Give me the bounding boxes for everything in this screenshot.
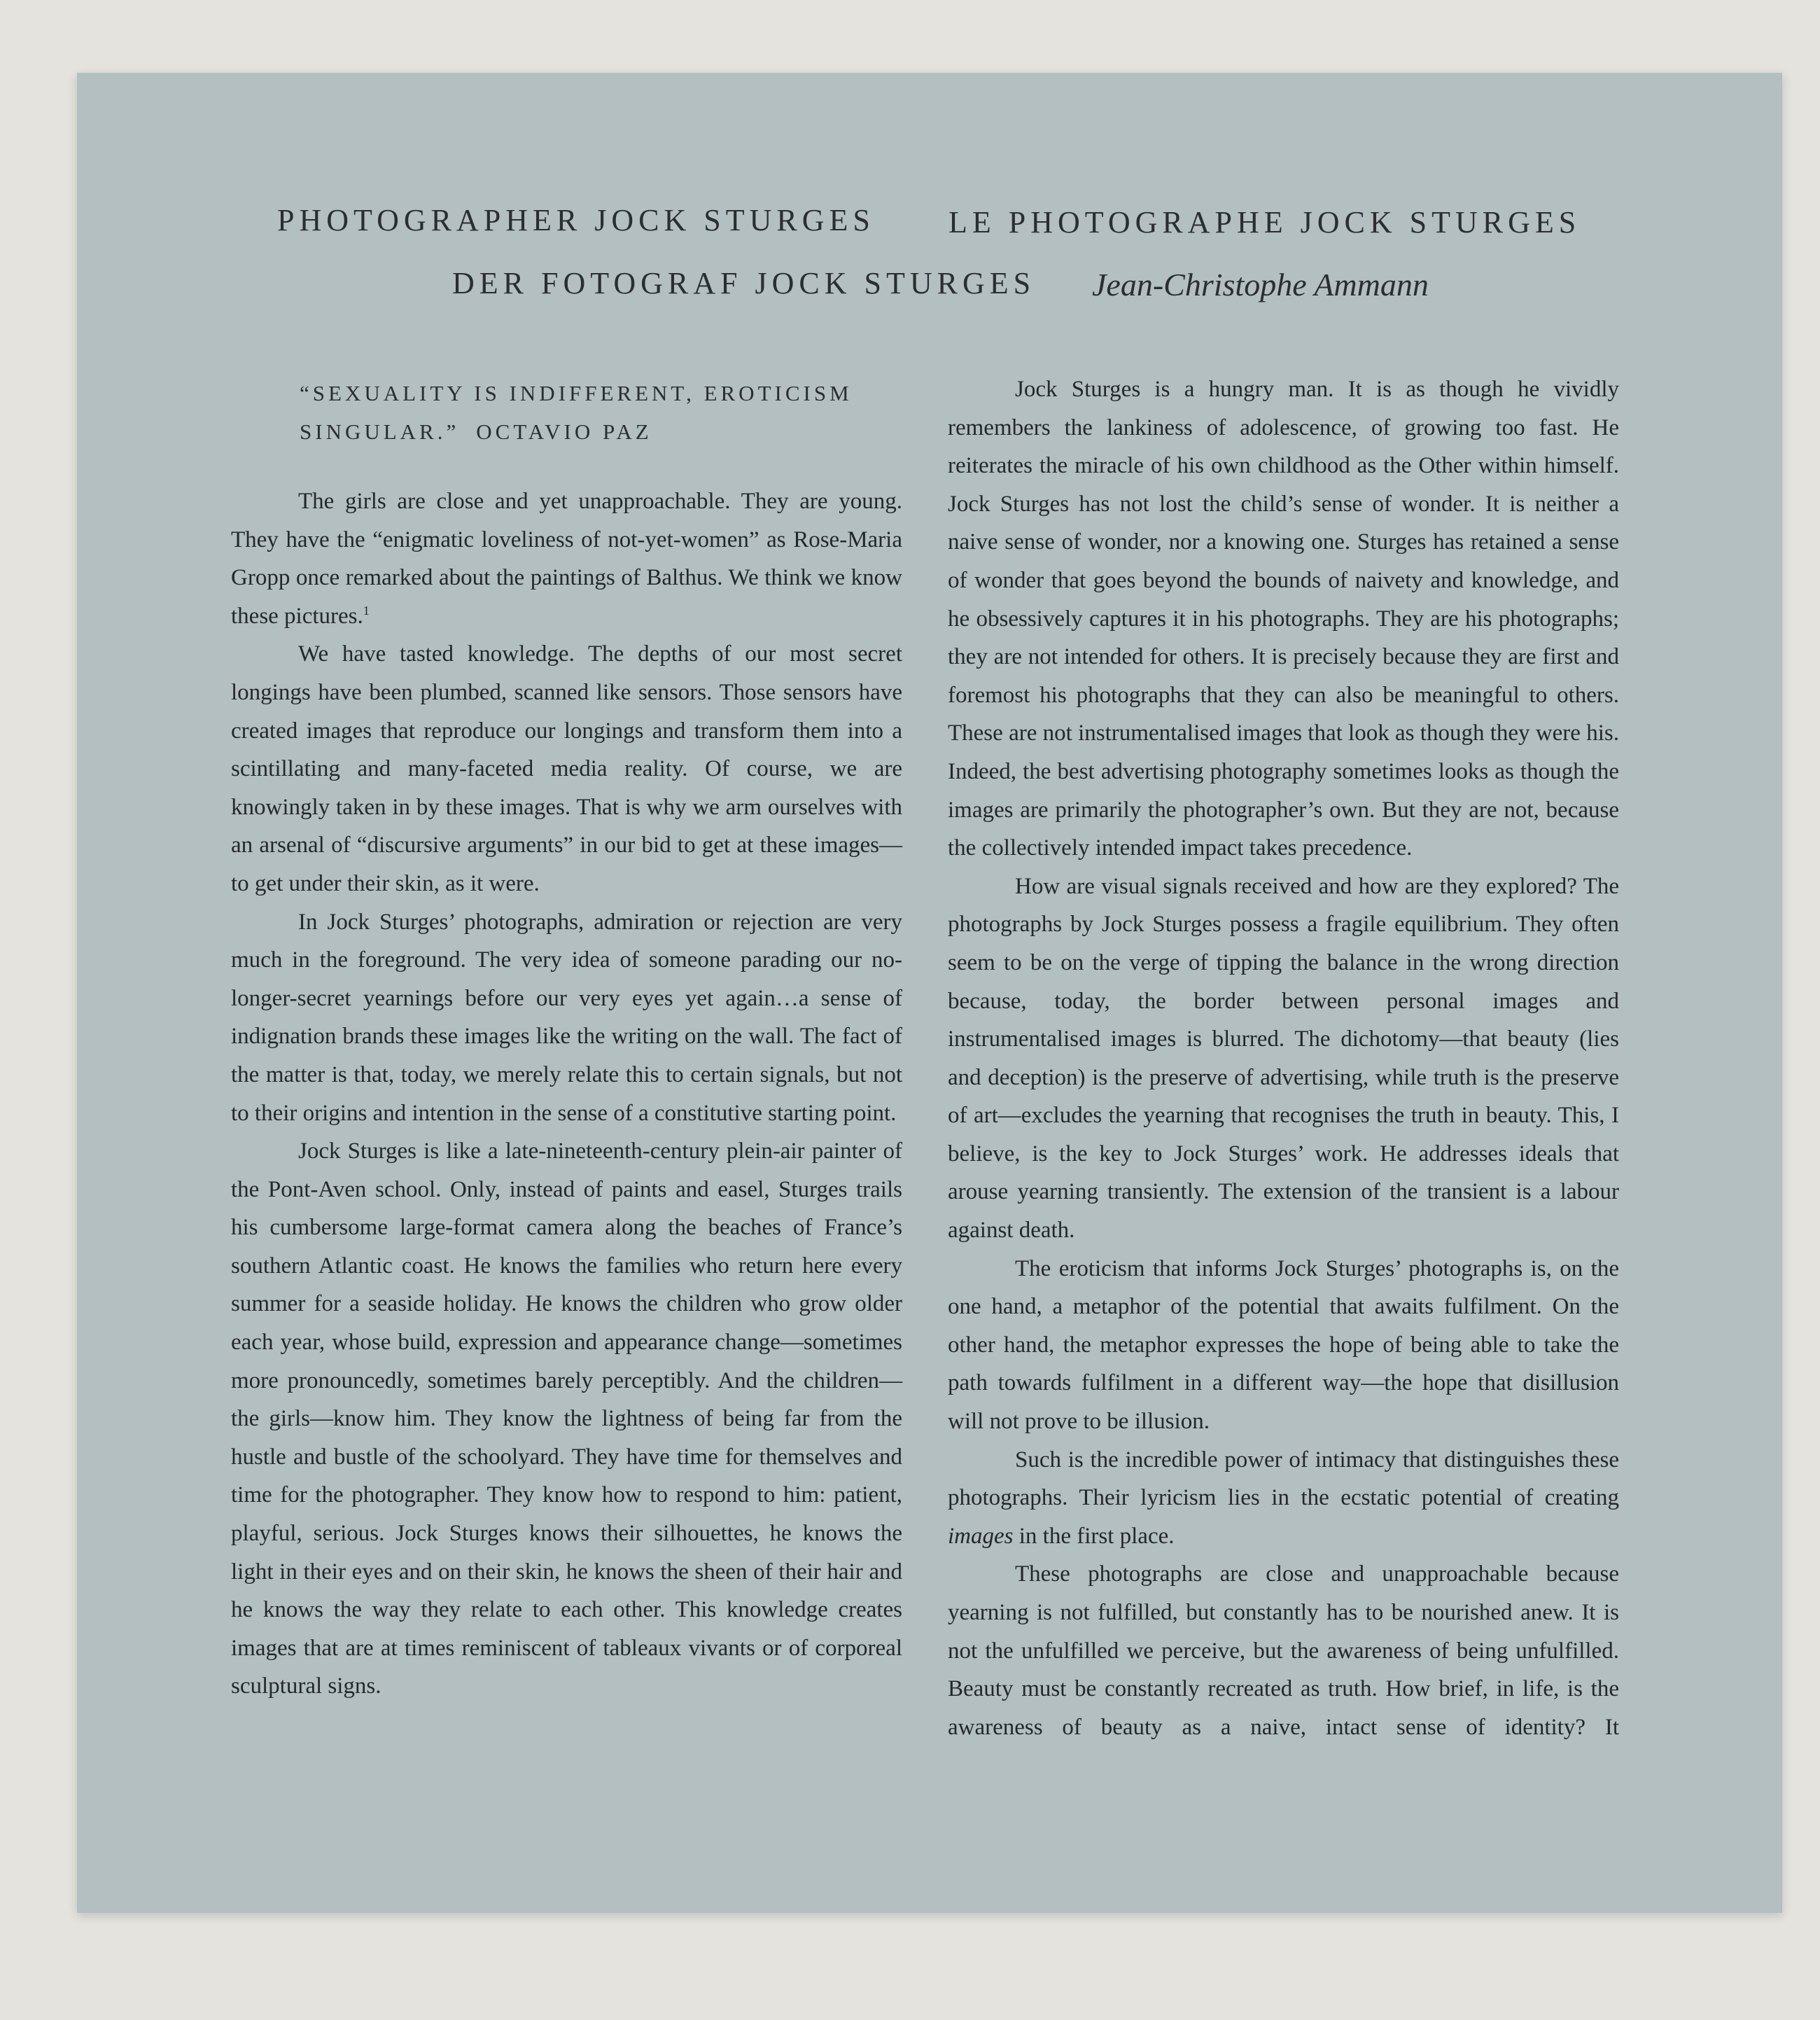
- paragraph: Jock Sturges is like a late-nineteenth-century plein-air painter of the Pont-Aven school. Only, instead of paints and easel, Sturges trails his cumbersome large-format camera along the beaches of France’s southern Atlantic coast. He knows the families who return here every summer for a seaside holiday. He knows the children who grow older each year, whose build, expression and appearance change—sometimes more pronouncedly, sometimes barely perceptibly. And the children—the girls—know him. They know the lightness of being far from the hustle and bustle of the schoolyard. They have time for themselves and time for the photographer. They know how to respond to him: patient, playful, serious. Jock Sturges knows their silhouettes, he knows the light in their eyes and on their skin, he knows the sheen of their hair and he knows the way they relate to each other. This knowledge creates images that are at times reminiscent of tableaux vivants or of corporeal sculptural signs.: [231, 1138, 902, 1699]
- title-german: DER FOTOGRAF JOCK STURGES: [452, 266, 1036, 300]
- paragraph: The eroticism that informs Jock Sturges’ photographs is, on the one hand, a metaphor of the potential that awaits fulfilment. On the other hand, the metaphor expresses the hope of being able to take the path towards fulfilment in a different way—the hope that disillusion will not prove to be illusion.: [948, 1255, 1619, 1435]
- paragraph: In Jock Sturges’ photographs, admiration or rejection are very much in the foreground. The very idea of someone parading our no-longer-secret yearnings before our very eyes yet again…a sense of indignation brands these images like the writing on the wall. The fact of the matter is that, today, we merely relate this to certain signals, but not to their origins and intention in the sense of a constitutive starting point.: [231, 909, 902, 1126]
- paragraph: How are visual signals received and how are they explored? The photographs by Jock Sturges possess a fragile equilibrium. They often seem to be on the verge of tipping the balance in the wrong direction because, today, the border between personal images and instrumentalised images is blurred. The dichotomy—that beauty (lies and deception) is the preserve of advertising, while truth is the preserve of art—excludes the yearning that recognises the truth in beauty. This, I believe, is the key to Jock Sturges’ work. He addresses ideals that arouse yearning transiently. The extension of the transient is a labour against death.: [948, 873, 1619, 1244]
- author-name: Jean-Christophe Ammann: [1092, 267, 1429, 302]
- paragraph: Jock Sturges is a hungry man. It is as though he vividly remembers the lankiness of adolescence, of growing too fast. He reiterates the miracle of his own childhood as the Other within himself. Jock Sturges has not lost the child’s sense of wonder. It is neither a naive sense of wonder, nor a knowing one. Sturges has retained a sense of wonder that goes beyond the bounds of naivety and knowledge, and he obsessively captures it in his photographs. They are his photographs; they are not intended for others. It is precisely because they are first and foremost his photographs that they can also be meaningful to others. These are not instrumentalised images that look as though they were his. Indeed, the best advertising photography sometimes looks as though the images are primarily the photographer’s own. But they are not, because the collectively intended impact takes precedence.: [948, 377, 1619, 861]
- footnote-marker: 1: [363, 603, 370, 618]
- epigraph-attribution: OCTAVIO PAZ: [476, 419, 652, 444]
- epigraph: [300, 374, 916, 451]
- emphasis-images: images: [948, 1523, 1014, 1549]
- brochure-page: [77, 73, 1782, 1913]
- title-english: PHOTOGRAPHER JOCK STURGES: [277, 203, 875, 237]
- paragraph: Such is the incredible power of intimacy that distinguishes these photographs. Their lyricism lies in the ecstatic potential of creating images in the first place.: [948, 1447, 1619, 1549]
- right-column: [948, 370, 1619, 1746]
- left-column: [231, 482, 902, 1706]
- paragraph: These photographs are close and unapproachable because yearning is not fulfilled, but constantly has to be nourished anew. It is not the unfulfilled we perceive, but the awareness of being unfulfilled. Beauty must be constantly recreated as truth. How brief, in life, is the awareness of beauty as a naive, intact sense of identity? It: [948, 1561, 1619, 1740]
- paragraph: The girls are close and yet unapproachable. They are young. They have the “enigmatic loveliness of not-yet-women” as Rose-Maria Gropp once remarked about the paintings of Balthus. We think we know these pictures.$^1$: [231, 489, 902, 629]
- title-french: LE PHOTOGRAPHE JOCK STURGES: [948, 205, 1581, 239]
- epigraph-quote: “SEXUALITY IS INDIFFERENT, EROTICISM SINGULAR.”: [300, 381, 853, 444]
- paragraph: We have tasted knowledge. The depths of our most secret longings have been plumbed, scanned like sensors. Those sensors have created images that reproduce our longings and transform them into a scintillating and many-faceted media reality. Of course, we are knowingly taken in by these images. That is why we arm ourselves with an arsenal of “discursive arguments” in our bid to get at these images—to get under their skin, as it were.: [231, 641, 902, 896]
